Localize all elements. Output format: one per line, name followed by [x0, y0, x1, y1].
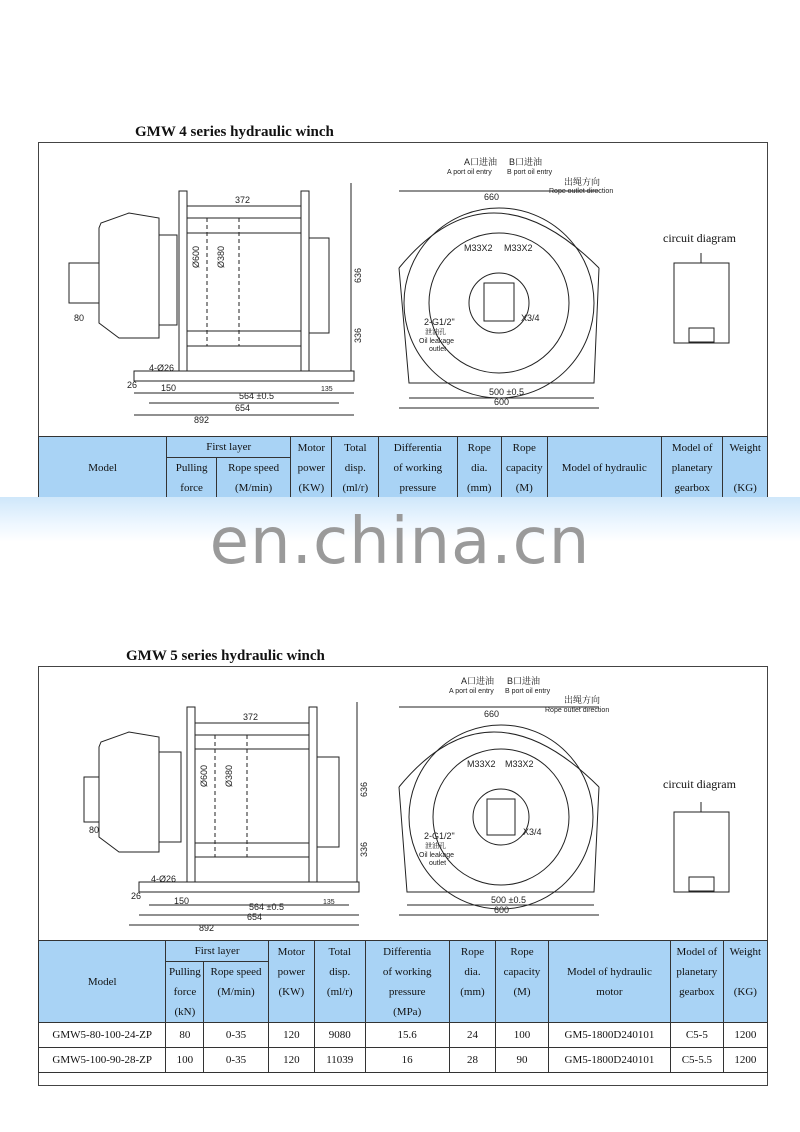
gmw5-dim-372: 372	[243, 712, 259, 722]
gmw5-m33c: X3/4	[523, 827, 542, 837]
gmw4-a-en: A port oil entry	[447, 169, 492, 176]
gmw4-b-en: B port oil entry	[507, 169, 553, 176]
gmw4-dim-600b: 600	[494, 397, 510, 407]
gmw5-spec-table	[38, 940, 768, 1073]
gmw5-th-rope-dia: Rope dia. (mm)	[449, 941, 495, 1023]
gmw5-dim-892: 892	[199, 923, 215, 933]
gmw4-th-first-layer: First layer	[167, 437, 291, 458]
cell-motor: GM5-1800D240101	[548, 1048, 670, 1073]
gmw5-m33b: M33X2	[505, 759, 534, 769]
gmw4-th-pressure: Differentia of working pressure	[379, 437, 457, 499]
gmw5-dim-636: 636	[359, 781, 369, 797]
gmw5-th-motor-power: Motor power (KW)	[268, 941, 314, 1023]
cell-gearbox: C5-5.5	[671, 1048, 724, 1073]
gmw5-dir-cn: 出绳方向	[564, 695, 601, 705]
gmw5-dim-135: 135	[323, 899, 335, 906]
gmw4-spec-table	[38, 436, 768, 499]
gmw5-dim-564: 564 ±0.5	[249, 902, 284, 912]
cell-dia: 24	[449, 1023, 495, 1048]
gmw4-dim-600: Ø600	[191, 245, 201, 268]
gmw4-th-hydraulic-motor: Model of hydraulic	[547, 437, 661, 499]
gmw5-a-en: A port oil entry	[449, 688, 494, 695]
cell-power: 120	[268, 1023, 314, 1048]
cell-capacity: 90	[496, 1048, 549, 1073]
gmw5-dir-en: Rope outlet direction	[545, 707, 610, 714]
cell-model: GMW5-100-90-28-ZP	[39, 1048, 166, 1073]
gmw5-dim-380: Ø380	[224, 764, 234, 787]
gmw4-g-en1: Oil leakage	[419, 338, 455, 345]
gmw5-th-pressure: Differentia of working pressure (MPa)	[365, 941, 449, 1023]
gmw4-dim-564: 564 ±0.5	[239, 391, 274, 401]
gmw4-g-en2: outlet	[429, 346, 447, 353]
gmw4-dim-636: 636	[353, 267, 363, 283]
gmw5-dim-660: 660	[484, 709, 500, 719]
gmw5-a-cn: A口进油	[461, 676, 495, 686]
gmw5-title: GMW 5 series hydraulic winch	[126, 648, 325, 664]
gmw5-dim-600b: 600	[494, 905, 510, 915]
cell-disp: 9080	[314, 1023, 365, 1048]
gmw4-dim-500: 500 ±0.5	[489, 387, 524, 397]
gmw4-circuit-label: circuit diagram	[663, 231, 736, 245]
gmw4-th-motor-power: Motor power (KW)	[291, 437, 332, 499]
table-row	[39, 1048, 768, 1073]
cell-weight: 1200	[723, 1023, 767, 1048]
gmw5-drawing	[39, 667, 767, 943]
gmw4-drawing	[39, 143, 767, 439]
gmw4-m33c: X3/4	[521, 313, 540, 323]
cell-motor: GM5-1800D240101	[548, 1023, 670, 1048]
gmw5-circuit-label: circuit diagram	[663, 777, 736, 791]
gmw5-dim-150: 150	[174, 896, 190, 906]
watermark-text: en.china.cn	[209, 505, 591, 579]
gmw5-dim-654: 654	[247, 912, 263, 922]
gmw5-th-hydraulic-motor: Model of hydraulic motor	[548, 941, 670, 1023]
gmw4-a-cn: A口进油	[464, 157, 498, 167]
gmw5-dim-4026: 4-Ø26	[151, 874, 177, 884]
cell-gearbox: C5-5	[671, 1023, 724, 1048]
gmw4-title: GMW 4 series hydraulic winch	[135, 124, 334, 140]
cell-speed: 0-35	[204, 1048, 268, 1073]
gmw4-th-rope-speed: Rope speed (M/min)	[217, 458, 291, 499]
gmw4-dim-336: 336	[353, 327, 363, 343]
gmw4-m33a: M33X2	[464, 243, 493, 253]
table-row	[39, 1023, 768, 1048]
gmw4-dim-135: 135	[321, 386, 333, 393]
gmw4-dim-372: 372	[235, 195, 251, 205]
cell-model: GMW5-80-100-24-ZP	[39, 1023, 166, 1048]
cell-weight: 1200	[723, 1048, 767, 1073]
gmw4-dim-380: Ø380	[216, 245, 226, 268]
cell-pressure: 15.6	[365, 1023, 449, 1048]
gmw4-th-rope-dia: Rope dia. (mm)	[457, 437, 502, 499]
cell-power: 120	[268, 1048, 314, 1073]
cell-speed: 0-35	[204, 1023, 268, 1048]
gmw4-th-total-disp: Total disp. (ml/r)	[332, 437, 379, 499]
gmw5-th-model: Model	[39, 941, 166, 1023]
gmw4-g: 2-G1/2"	[424, 317, 455, 327]
gmw5-th-rope-capacity: Rope capacity (M)	[496, 941, 549, 1023]
gmw4-dir-en: Rope outlet direction	[549, 188, 614, 195]
gmw5-dim-500: 500 ±0.5	[491, 895, 526, 905]
gmw4-dim-4026: 4-Ø26	[149, 363, 175, 373]
gmw4-dim-150: 150	[161, 383, 177, 393]
gmw5-dim-600: Ø600	[199, 764, 209, 787]
gmw5-th-total-disp: Total disp. (ml/r)	[314, 941, 365, 1023]
gmw5-th-gearbox: Model of planetary gearbox	[671, 941, 724, 1023]
gmw4-th-model: Model	[39, 437, 167, 499]
cell-dia: 28	[449, 1048, 495, 1073]
gmw4-g-cn: 泄油孔	[425, 329, 446, 336]
gmw5-th-first-layer: First layer	[166, 941, 268, 962]
gmw5-g-en1: Oil leakage	[419, 852, 455, 859]
gmw5-b-cn: B口进油	[507, 676, 541, 686]
gmw5-dim-26: 26	[131, 891, 142, 901]
gmw5-header-row-1	[39, 941, 768, 962]
gmw5-dim-80: 80	[89, 825, 100, 835]
gmw4-dim-80: 80	[74, 313, 85, 323]
gmw5-m33a: M33X2	[467, 759, 496, 769]
gmw4-b-cn: B口进油	[509, 157, 543, 167]
gmw4-th-rope-capacity: Rope capacity (M)	[502, 437, 548, 499]
cell-pulling: 80	[166, 1023, 204, 1048]
gmw5-b-en: B port oil entry	[505, 688, 551, 695]
gmw4-dir-cn: 出绳方向	[564, 177, 601, 187]
gmw5-th-rope-speed: Rope speed (M/min)	[204, 962, 268, 1023]
gmw4-panel	[38, 142, 768, 500]
gmw4-dim-654: 654	[235, 403, 251, 413]
gmw4-th-weight: Weight (KG)	[723, 437, 768, 499]
gmw4-dim-660: 660	[484, 192, 500, 202]
cell-pulling: 100	[166, 1048, 204, 1073]
gmw5-th-pulling: Pulling force (kN)	[166, 962, 204, 1023]
gmw4-m33b: M33X2	[504, 243, 533, 253]
gmw5-g-en2: outlet	[429, 860, 447, 867]
gmw4-dim-892: 892	[194, 415, 210, 425]
gmw4-th-pulling: Pulling force	[167, 458, 217, 499]
cell-capacity: 100	[496, 1023, 549, 1048]
gmw4-header-row-1	[39, 437, 768, 458]
cell-disp: 11039	[314, 1048, 365, 1073]
gmw4-th-gearbox: Model of planetary gearbox	[661, 437, 722, 499]
gmw5-th-weight: Weight (KG)	[723, 941, 767, 1023]
gmw5-dim-336: 336	[359, 841, 369, 857]
gmw4-dim-26: 26	[127, 380, 138, 390]
gmw5-g: 2-G1/2"	[424, 831, 455, 841]
cell-pressure: 16	[365, 1048, 449, 1073]
gmw5-panel	[38, 666, 768, 1086]
gmw5-g-cn: 泄油孔	[425, 843, 446, 850]
